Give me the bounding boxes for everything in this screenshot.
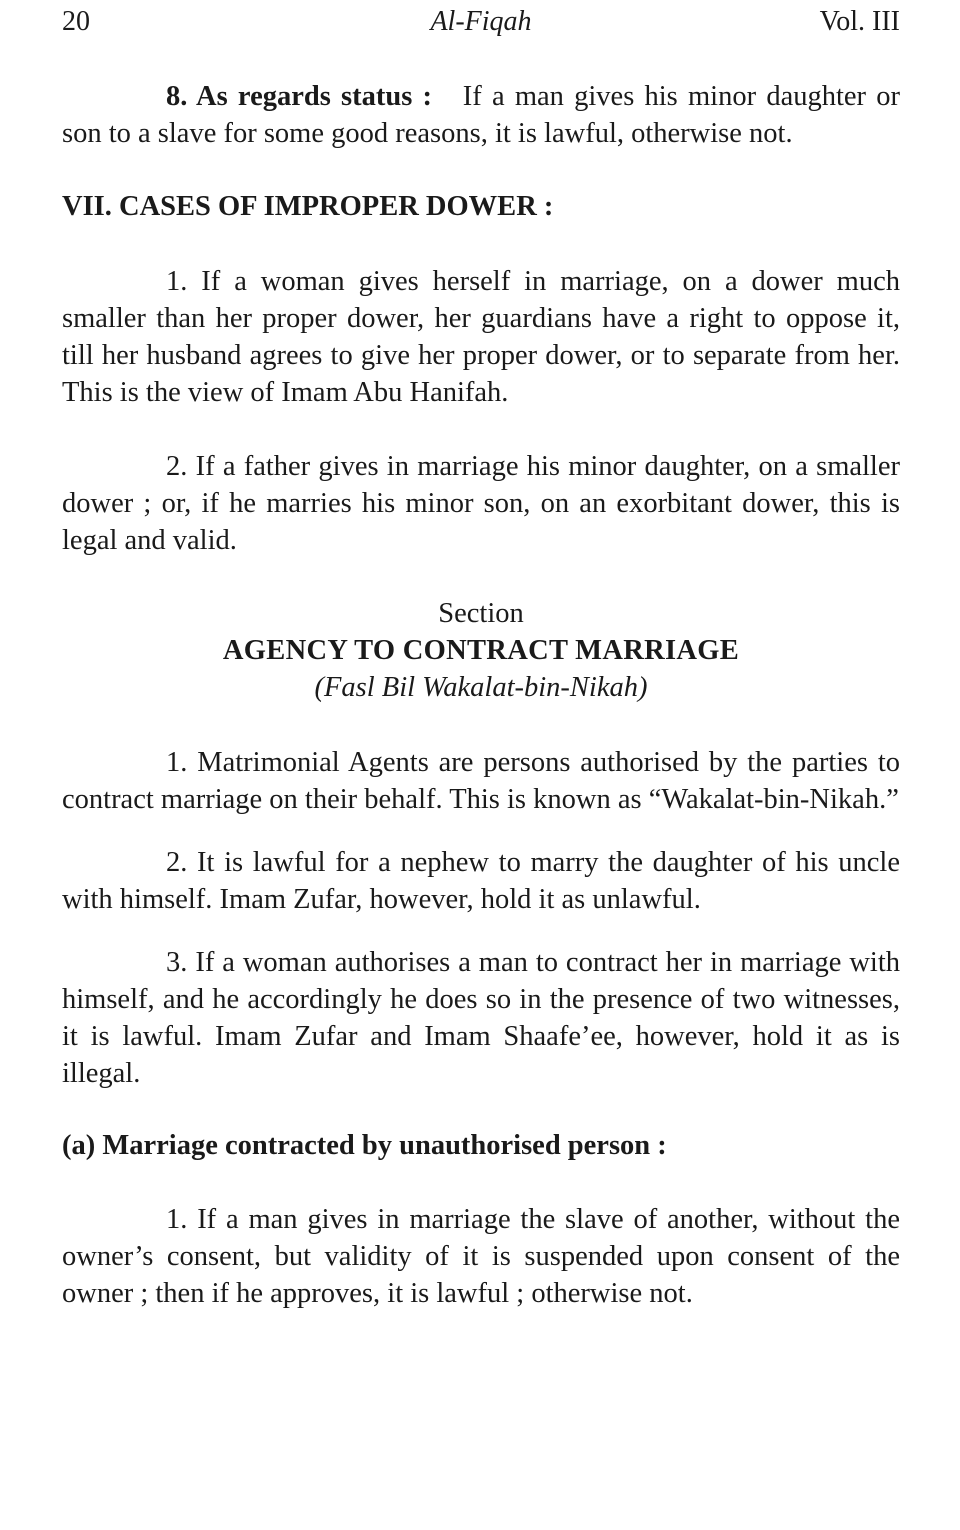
agency-item-2: 2. It is lawful for a nephew to marry the daughter of his uncle with himself. Imam Zufar, however, hold it as unlawful.	[62, 847, 900, 915]
dower-item-2: 2. If a father gives in marriage his minor daughter, on a smaller dower ; or, if he marries his minor son, on an exorbitant dower, this is legal and valid.	[62, 451, 900, 556]
agency-item-1: 1. Matrimonial Agents are persons authorised by the parties to contract marriage on their behalf. This is known as “Wakalat-bin-Nikah.”	[62, 747, 900, 815]
running-head	[62, 0, 900, 48]
section-label: Section	[438, 598, 524, 629]
section-title: AGENCY TO CONTRACT MARRIAGE	[222, 635, 740, 666]
section-subtitle: (Fasl Bil Wakalat-bin-Nikah)	[314, 672, 648, 703]
heading-improper-dower: VII. CASES OF IMPROPER DOWER :	[62, 191, 554, 222]
heading-unauthorised-person: (a) Marriage contracted by unauthorised person :	[62, 1130, 667, 1161]
dower-item-1: 1. If a woman gives herself in marriage, on a dower much smaller than her proper dower, her guardians have a right to oppose it, till her husband agrees to give her proper dower, or to separate from her. This is the view of Imam Abu Hanifah.	[62, 266, 900, 408]
unauthorised-item-1: 1. If a man gives in marriage the slave of another, without the owner’s consent, but validity of it is suspended upon consent of the owner ; then if he approves, it is lawful ; otherwise not.	[62, 1204, 900, 1309]
book-page	[62, 0, 900, 1312]
paragraph-status	[62, 78, 900, 152]
page-number: 20	[62, 6, 90, 37]
paragraph-status-lead: 8. As regards status :	[166, 81, 433, 112]
book-title: Al-Fiqah	[430, 6, 532, 37]
volume-label: Vol. III	[819, 6, 900, 37]
paragraph-status-text: If a man gives his minor daughter or son to a slave for some good reasons, it is lawful, otherwise not.	[62, 81, 900, 149]
agency-item-3: 3. If a woman authorises a man to contract her in marriage with himself, and he accordingly he does so in the presence of two witnesses, it is lawful. Imam Zufar and Imam Shaafe’ee, however, hold it as is illegal.	[62, 947, 900, 1089]
